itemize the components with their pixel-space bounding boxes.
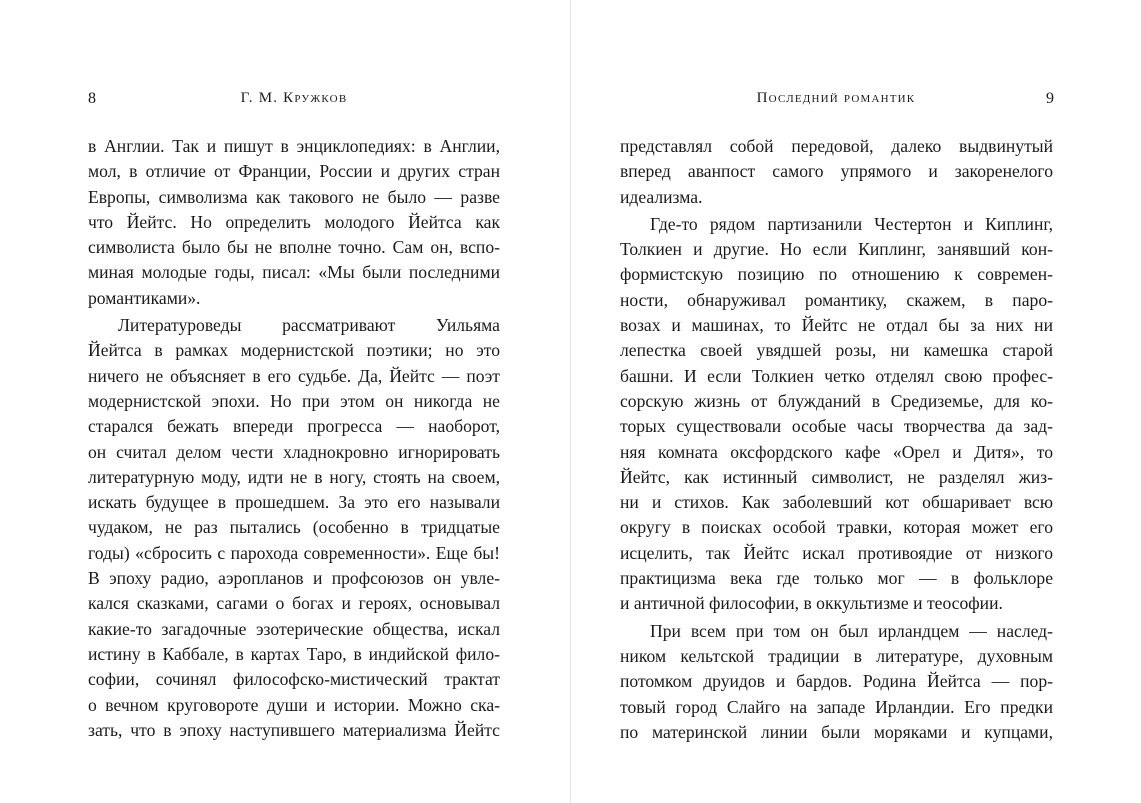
text-line: символиста было бы не вполне точно. Сам он, вспо- [88,237,500,258]
paragraph [620,619,1053,745]
paragraph [620,212,1053,617]
left-page [0,0,570,803]
text-line: представлял собой передовой, далеко выдвинутый [620,136,1053,156]
text-line: исцелить, так Йейтс искал противоядие от низкого [620,542,1053,563]
text-line: практицизма века где только мог — в фольклоре [620,568,1053,589]
text-line: Литературоведы рассматривают Уильяма [118,315,500,336]
paragraph [620,134,1053,210]
text-line: Европы, символизма как такового не было — разве [88,186,500,207]
text-line: истину в Каббале, в картах Таро, в индийской фило- [88,643,500,664]
body-text [620,134,1053,747]
text-line: Где-то рядом партизанили Честертон и Киплинг, [650,213,1053,234]
page-number: 9 [1046,90,1054,107]
text-line: товый город Слайго на западе Ирландии. Его предки [620,696,1053,717]
text-line: ничего не объясняет в его судьбе. Да, Йейтс — поэт [88,365,500,386]
text-line: торых существовали особые часы творчества да зад- [620,416,1053,437]
text-line: ни и стихов. Как заболевший кот обшаривает всю [620,492,1053,513]
text-line: округу в поисках особой травки, которая может его [620,517,1053,538]
body-text [88,134,500,745]
text-line: возах и машинах, то Йейтс не отдал бы за них ни [620,315,1053,336]
text-line: годы) «сбросить с парохода современности». Еще бы! [88,542,500,563]
text-line: Йейтс, как истинный символист, не разделял жиз- [620,466,1053,487]
text-line: зать, что в эпоху наступившего материализма Йейтс [88,719,500,740]
text-line: мол, в отличие от Франции, России и других стран [88,161,500,182]
text-line: по материнской линии были моряками и купцами, [620,721,1053,742]
text-line: старался бежать впереди прогресса — наоборот, [88,416,500,437]
right-page [571,0,1141,803]
text-line: потомком друидов и бардов. Родина Йейтса — пор- [620,671,1053,692]
text-line: формистскую позицию по отношению к современ- [620,264,1053,285]
text-line: романтиками». [88,287,201,308]
text-line: идеализма. [620,186,703,207]
text-line: Йейтса в рамках модернистской поэтики; но это [88,340,500,361]
text-line: вперед аванпост самого упрямого и закоренелого [620,161,1053,182]
text-line: что Йейтс. Но определить молодого Йейтса как [88,211,500,232]
text-line: в Англии. Так и пишут в энциклопедиях: в Англии, [88,136,500,156]
text-line: модернистской эпохи. Но при этом он никогда не [88,390,500,411]
text-line: софии, сочинял философско-мистический трактат [88,669,500,690]
text-line: ности, обнаруживал романтику, скажем, в паро- [620,289,1053,310]
page-number: 8 [88,90,96,107]
text-line: При всем при том он был ирландцем — наслед- [650,620,1053,641]
text-line: и античной философии, в оккультизме и теософии. [620,593,1003,614]
text-line: о вечном круговороте души и истории. Можно ска- [88,694,500,715]
text-line: лепестка своей увядшей розы, ни камешка старой [620,340,1053,361]
text-line: сорскую жизнь от блужданий в Средиземье, для ко- [620,390,1053,411]
running-head-author: Г. М. Кружков [240,90,348,106]
text-line: миная молодые годы, писал: «Мы были последними [88,262,500,283]
text-line: няя комната оксфордского кафе «Орел и Дитя», то [620,441,1053,462]
text-line: искать будущее в прошедшем. За это его называли [88,492,500,513]
text-line: башни. И если Толкиен четко отделял свою профес- [620,365,1053,386]
text-line: литературную моду, идти не в ногу, стоять на своем, [88,466,500,487]
text-line: В эпоху радио, аэропланов и профсоюзов он увле- [88,568,500,589]
text-line: кался сказками, сагами о богах и героях, основывал [88,593,500,614]
text-line: Толкиен и другие. Но если Киплинг, занявший кон- [620,239,1053,260]
text-line: он считал делом чести хладнокровно игнорировать [88,441,500,462]
text-line: чудаком, не раз пытались (особенно в тридцатые [88,517,500,538]
paragraph [88,134,500,311]
text-line: ником кельтской традиции в литературе, духовным [620,645,1053,666]
running-head-title: Последний романтик [756,90,916,106]
text-line: какие-то загадочные эзотерические общества, искал [88,618,500,639]
paragraph [88,313,500,743]
